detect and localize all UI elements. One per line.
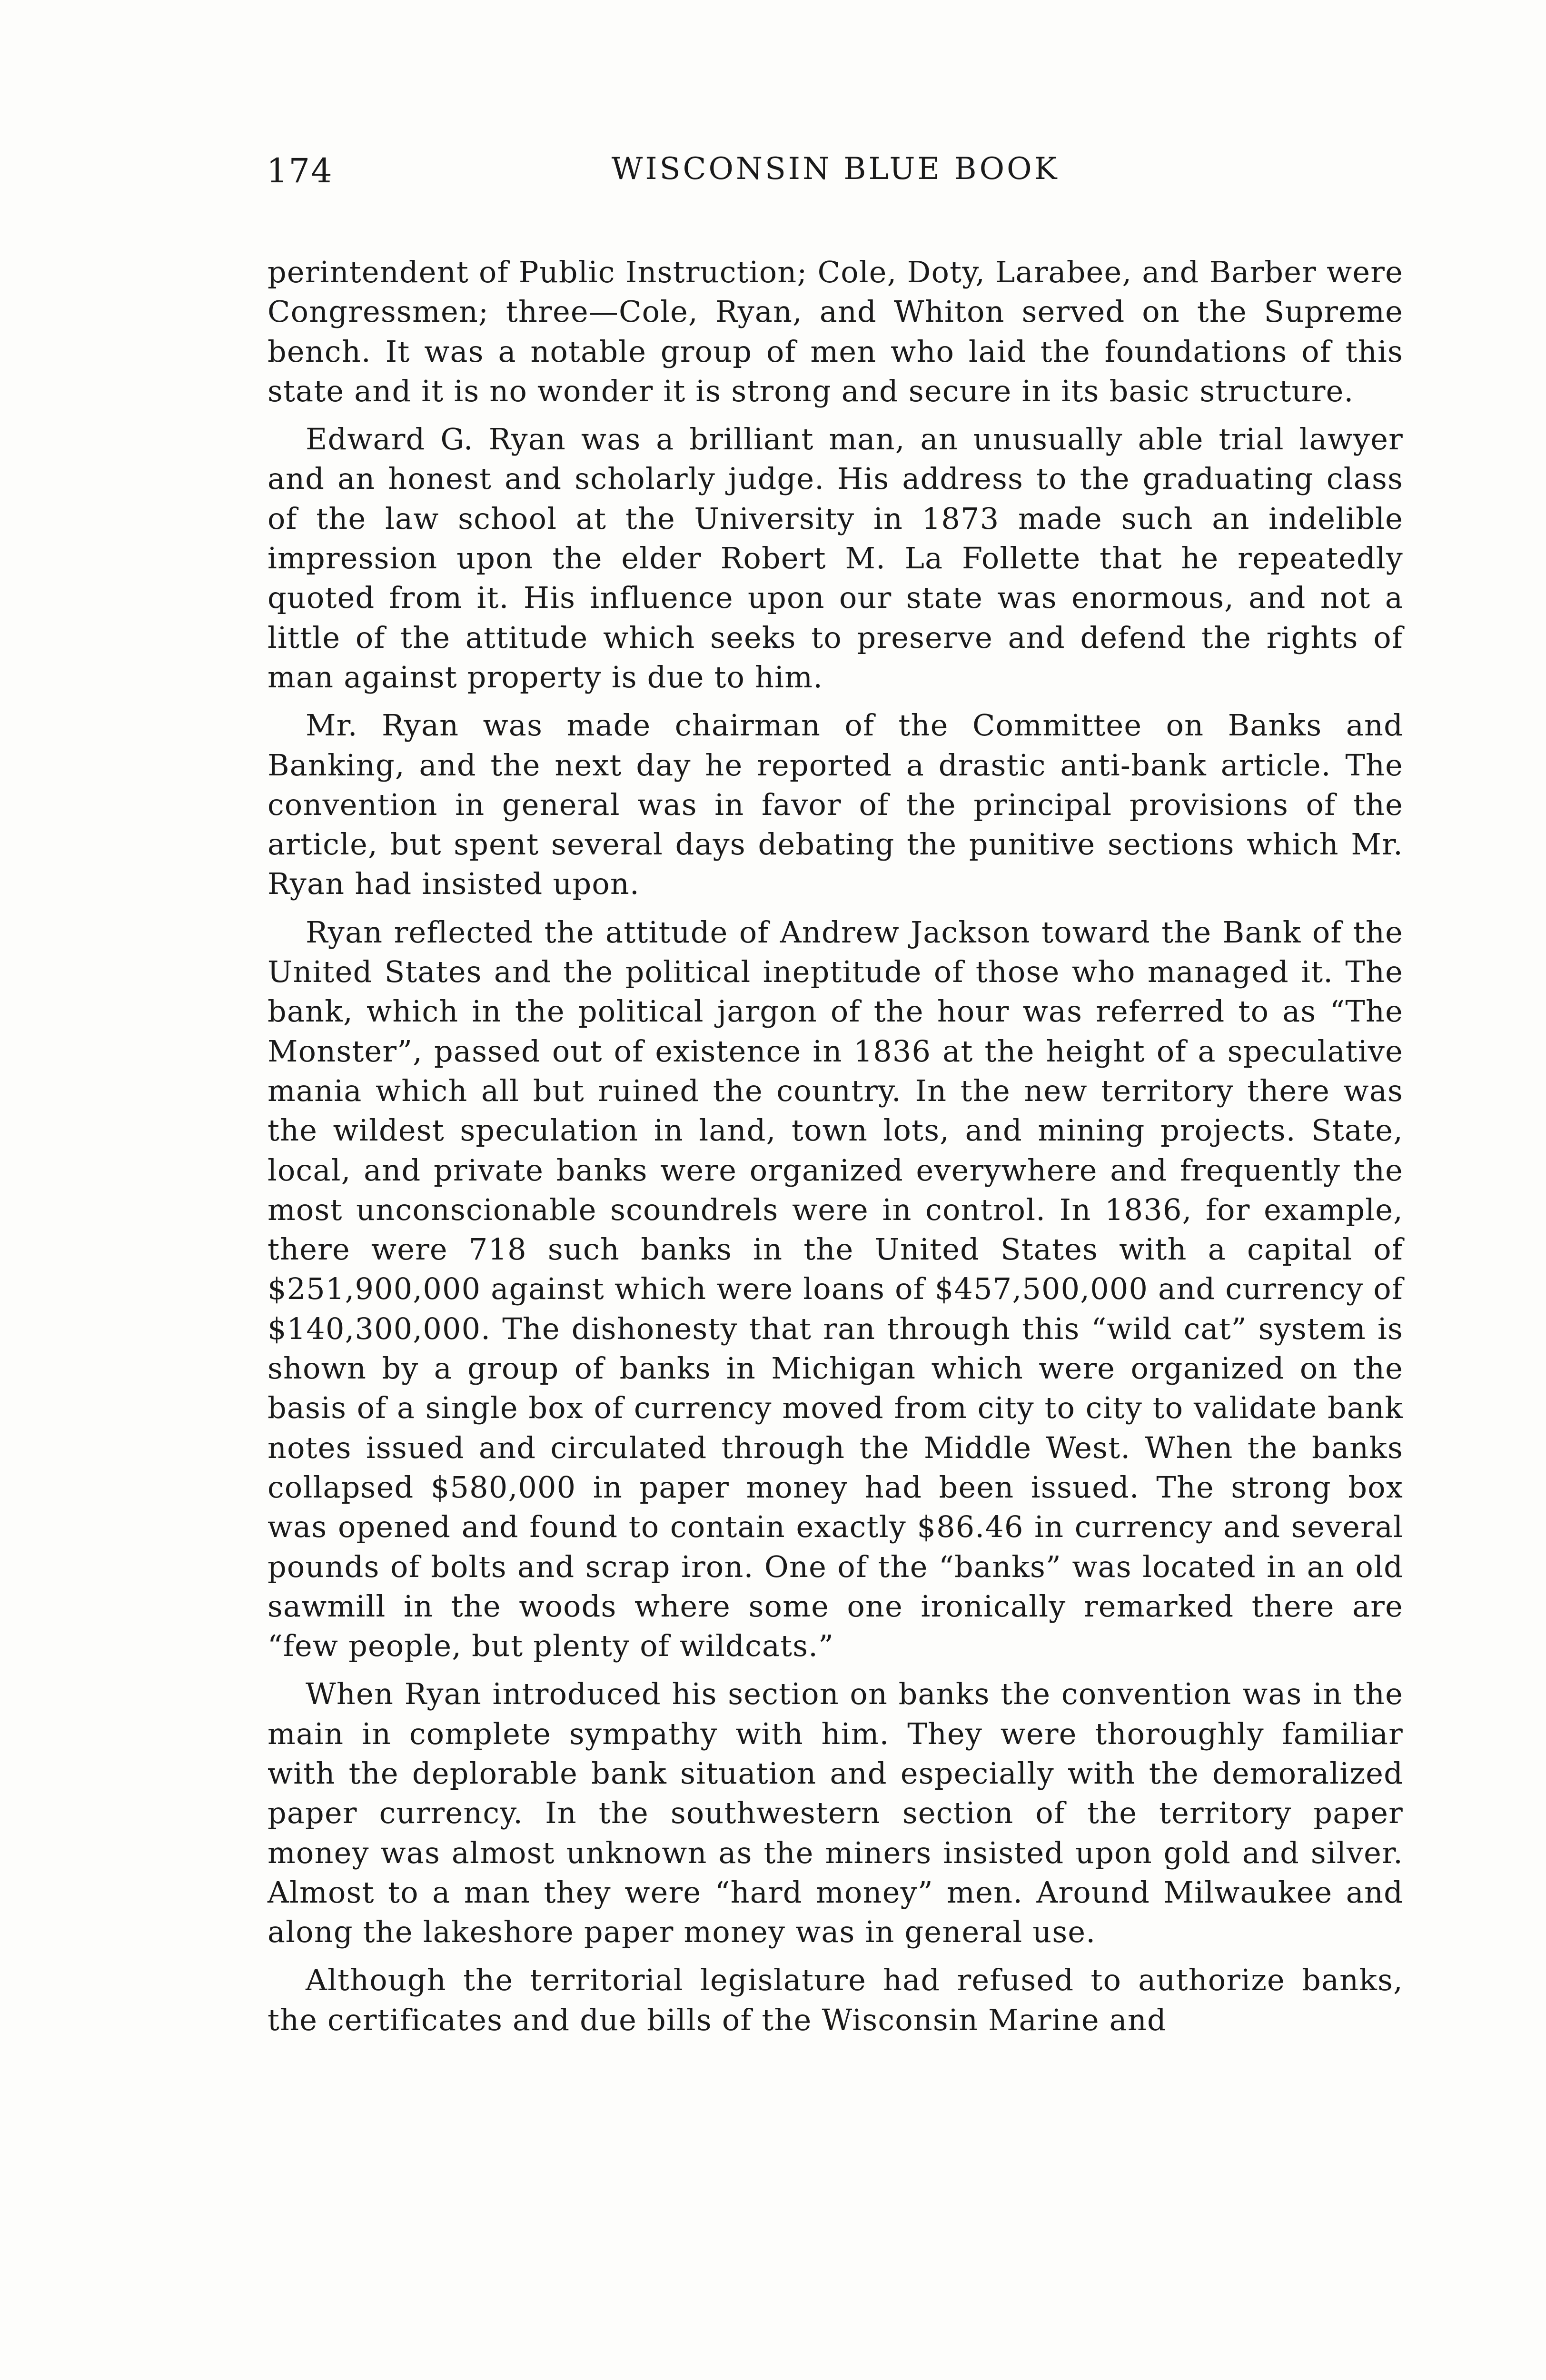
page-number: 174	[267, 151, 333, 190]
paragraph-wild-cat-banking: Ryan reflected the attitude of Andrew Jackson toward the Bank of the United States and the political ineptitude of those who managed it. The bank, which in the political jargon of the hour was referred to as “The Monster”, passed out of existence in 1836 at the height of a speculative mania which all but ruined the country. In the new territory there was the wildest speculation in land, town lots, and mining projects. State, local, and private banks were organized everywhere and frequently the most unconscionable scoundrels were in control. In 1836, for example, there were 718 such banks in the United States with a capital of $251,900,000 against which were loans of $457,500,000 and currency of $140,300,000. The dishonesty that ran through this “wild cat” system is shown by a group of banks in Michigan which were organized on the basis of a single box of currency moved from city to city to validate bank notes issued and circulated through the Middle West. When the banks collapsed $580,000 in paper money had been issued. The strong box was opened and found to contain exactly $86.46 in currency and several pounds of bolts and scrap iron. One of the “banks” was located in an old sawmill in the woods where some one ironically remarked there are “few people, but plenty of wildcats.”	[268, 914, 1403, 1664]
paragraph-ryan-biography: Edward G. Ryan was a brilliant man, an unusually able trial lawyer and an honest and scholarly judge. His address to the graduating class of the law school at the University in 1873 made such an indelible impression upon the elder Robert M. La Follette that he repeatedly quoted from it. His influence upon our state was enormous, and not a little of the attitude which seeks to preserve and defend the rights of man against property is due to him.	[268, 422, 1403, 694]
paragraph-convention-sympathy: When Ryan introduced his section on banks the convention was in the main in complete sympathy with him. They were thoroughly familiar with the deplorable bank situation and especially with the demoralized paper currency. In the southwestern section of the territory paper money was almost unknown as the miners insisted upon gold and silver. Almost to a man they were “hard money” men. Around Milwaukee and along the lakeshore paper money was in general use.	[268, 1676, 1403, 1950]
body-text	[268, 252, 1403, 2040]
paragraph-banks-committee: Mr. Ryan was made chairman of the Committee on Banks and Banking, and the next day he reported a drastic anti-bank article. The convention in general was in favor of the principal provisions of the article, but spent several days debating the punitive sections which Mr. Ryan had insisted upon.	[268, 708, 1403, 902]
page-header	[267, 151, 1404, 204]
paragraph-territorial-legislature: Although the territorial legislature had refused to authorize banks, the certificates and due bills of the Wisconsin Marine and	[268, 1963, 1403, 2037]
running-title: WISCONSIN BLUE BOOK	[611, 151, 1060, 187]
paragraph-continued: perintendent of Public Instruction; Cole, Doty, Larabee, and Barber were Congressmen; three—Cole, Ryan, and Whiton served on the Supreme bench. It was a notable group of men who laid the foundations of this state and it is no wonder it is strong and secure in its basic structure.	[268, 255, 1403, 408]
